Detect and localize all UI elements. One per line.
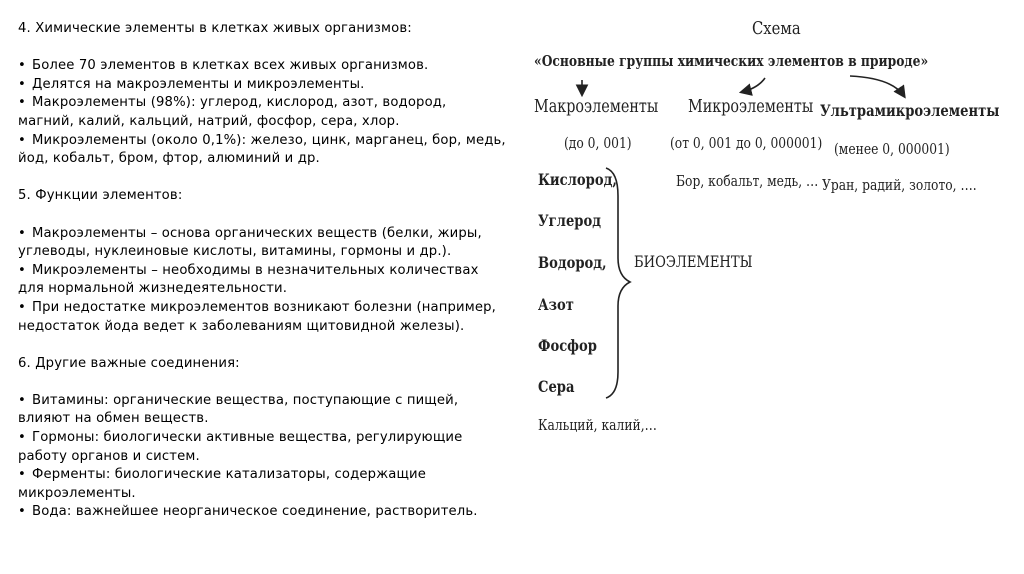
s4-bullet-4: • Микроэлементы (около 0,1%): железо, цинк, марганец, бор, медь, xyxy=(18,132,528,151)
s4-bullet-3: • Макроэлементы (98%): углерод, кислород, азот, водород, xyxy=(18,94,528,113)
bullet-dot: • xyxy=(18,467,26,483)
s6-bullet-4: • Вода: важнейшее неорганическое соединение, растворитель. xyxy=(18,503,528,522)
s6-bullet-1: • Витамины: органические вещества, поступающие с пищей, xyxy=(18,392,528,411)
arrow-to-micro xyxy=(742,78,765,92)
s6-bullet-1-cont: влияют на обмен веществ. xyxy=(18,411,209,427)
ultra-range: (менее 0, 000001) xyxy=(834,140,950,158)
s4-bullet-2: • Делятся на макроэлементы и микроэлементы. xyxy=(18,76,528,95)
bioelement-item: Кислород, xyxy=(538,170,617,189)
micro-heading: Микроэлементы xyxy=(688,97,814,117)
scheme-label: Схема xyxy=(752,18,801,39)
bullet-dot: • xyxy=(18,132,26,148)
bioelement-item: Сера xyxy=(538,377,575,396)
macro-range: (до 0, 001) xyxy=(564,134,632,152)
s6-bullet-3: • Ферменты: биологические катализаторы, содержащие xyxy=(18,466,528,485)
section-4-title: 4. Химические элементы в клетках живых организмов: xyxy=(18,21,412,36)
elements-scheme xyxy=(520,0,1024,574)
s4-bullet-3-cont: магний, калий, кальций, натрий, фосфор, сера, хлор. xyxy=(18,113,400,129)
s6-bullet-2-cont: работу органов и систем. xyxy=(18,448,200,464)
s6-bullet-3-cont: микроэлементы. xyxy=(18,485,136,501)
s6-bullet-2: • Гормоны: биологически активные вещества, регулирующие xyxy=(18,429,528,448)
micro-range: (от 0, 001 до 0, 000001) xyxy=(670,134,823,152)
bioelement-item: Углерод xyxy=(538,211,601,230)
s4-bullet-4-cont: йод, кобальт, бром, фтор, алюминий и др. xyxy=(18,151,320,167)
bullet-dot: • xyxy=(18,76,26,92)
s5-bullet-3-cont: недостаток йода ведет к заболеваниям щитовидной железы). xyxy=(18,318,465,334)
bullet-dot: • xyxy=(18,504,26,520)
section-6-title: 6. Другие важные соединения: xyxy=(18,355,240,371)
s4-bullet-1: • Более 70 элементов в клетках всех живых организмов. xyxy=(18,57,528,76)
s5-bullet-3: • При недостатке микроэлементов возникают болезни (например, xyxy=(18,299,528,318)
bullet-dot: • xyxy=(18,299,26,315)
s5-bullet-2: • Микроэлементы – необходимы в незначительных количествах xyxy=(18,262,528,281)
macro-others: Кальций, калий,… xyxy=(538,416,657,434)
bioelement-item: Водород, xyxy=(538,253,607,272)
bullet-dot: • xyxy=(18,225,26,241)
bullet-dot: • xyxy=(18,392,26,408)
arrow-to-ultra xyxy=(850,76,904,96)
s5-bullet-1: • Макроэлементы – основа органических веществ (белки, жиры, xyxy=(18,225,528,244)
micro-examples: Бор, кобальт, медь, … xyxy=(676,172,819,190)
section-5-title: 5. Функции элементов: xyxy=(18,188,183,204)
ultra-heading: Ультрамикроэлементы xyxy=(820,101,1000,120)
s5-bullet-1-cont: углеводы, нуклеиновые кислоты, витамины, гормоны и др.). xyxy=(18,244,452,260)
scheme-title: «Основные группы химических элементов в природе» xyxy=(534,52,929,70)
bioelement-item: Фосфор xyxy=(538,336,597,355)
ultra-examples: Уран, радий, золото, …. xyxy=(822,176,977,194)
bullet-dot: • xyxy=(18,430,26,446)
macro-heading: Макроэлементы xyxy=(534,97,659,117)
bioelements-label: БИОЭЛЕМЕНТЫ xyxy=(634,252,753,271)
scheme-arrows xyxy=(520,0,1024,574)
bullet-dot: • xyxy=(18,58,26,74)
text-column xyxy=(18,20,528,522)
bullet-dot: • xyxy=(18,262,26,278)
bioelements-brace xyxy=(606,168,630,398)
s5-bullet-2-cont: для нормальной жизнедеятельности. xyxy=(18,281,288,297)
bioelement-item: Азот xyxy=(538,295,574,314)
bullet-dot: • xyxy=(18,95,26,111)
